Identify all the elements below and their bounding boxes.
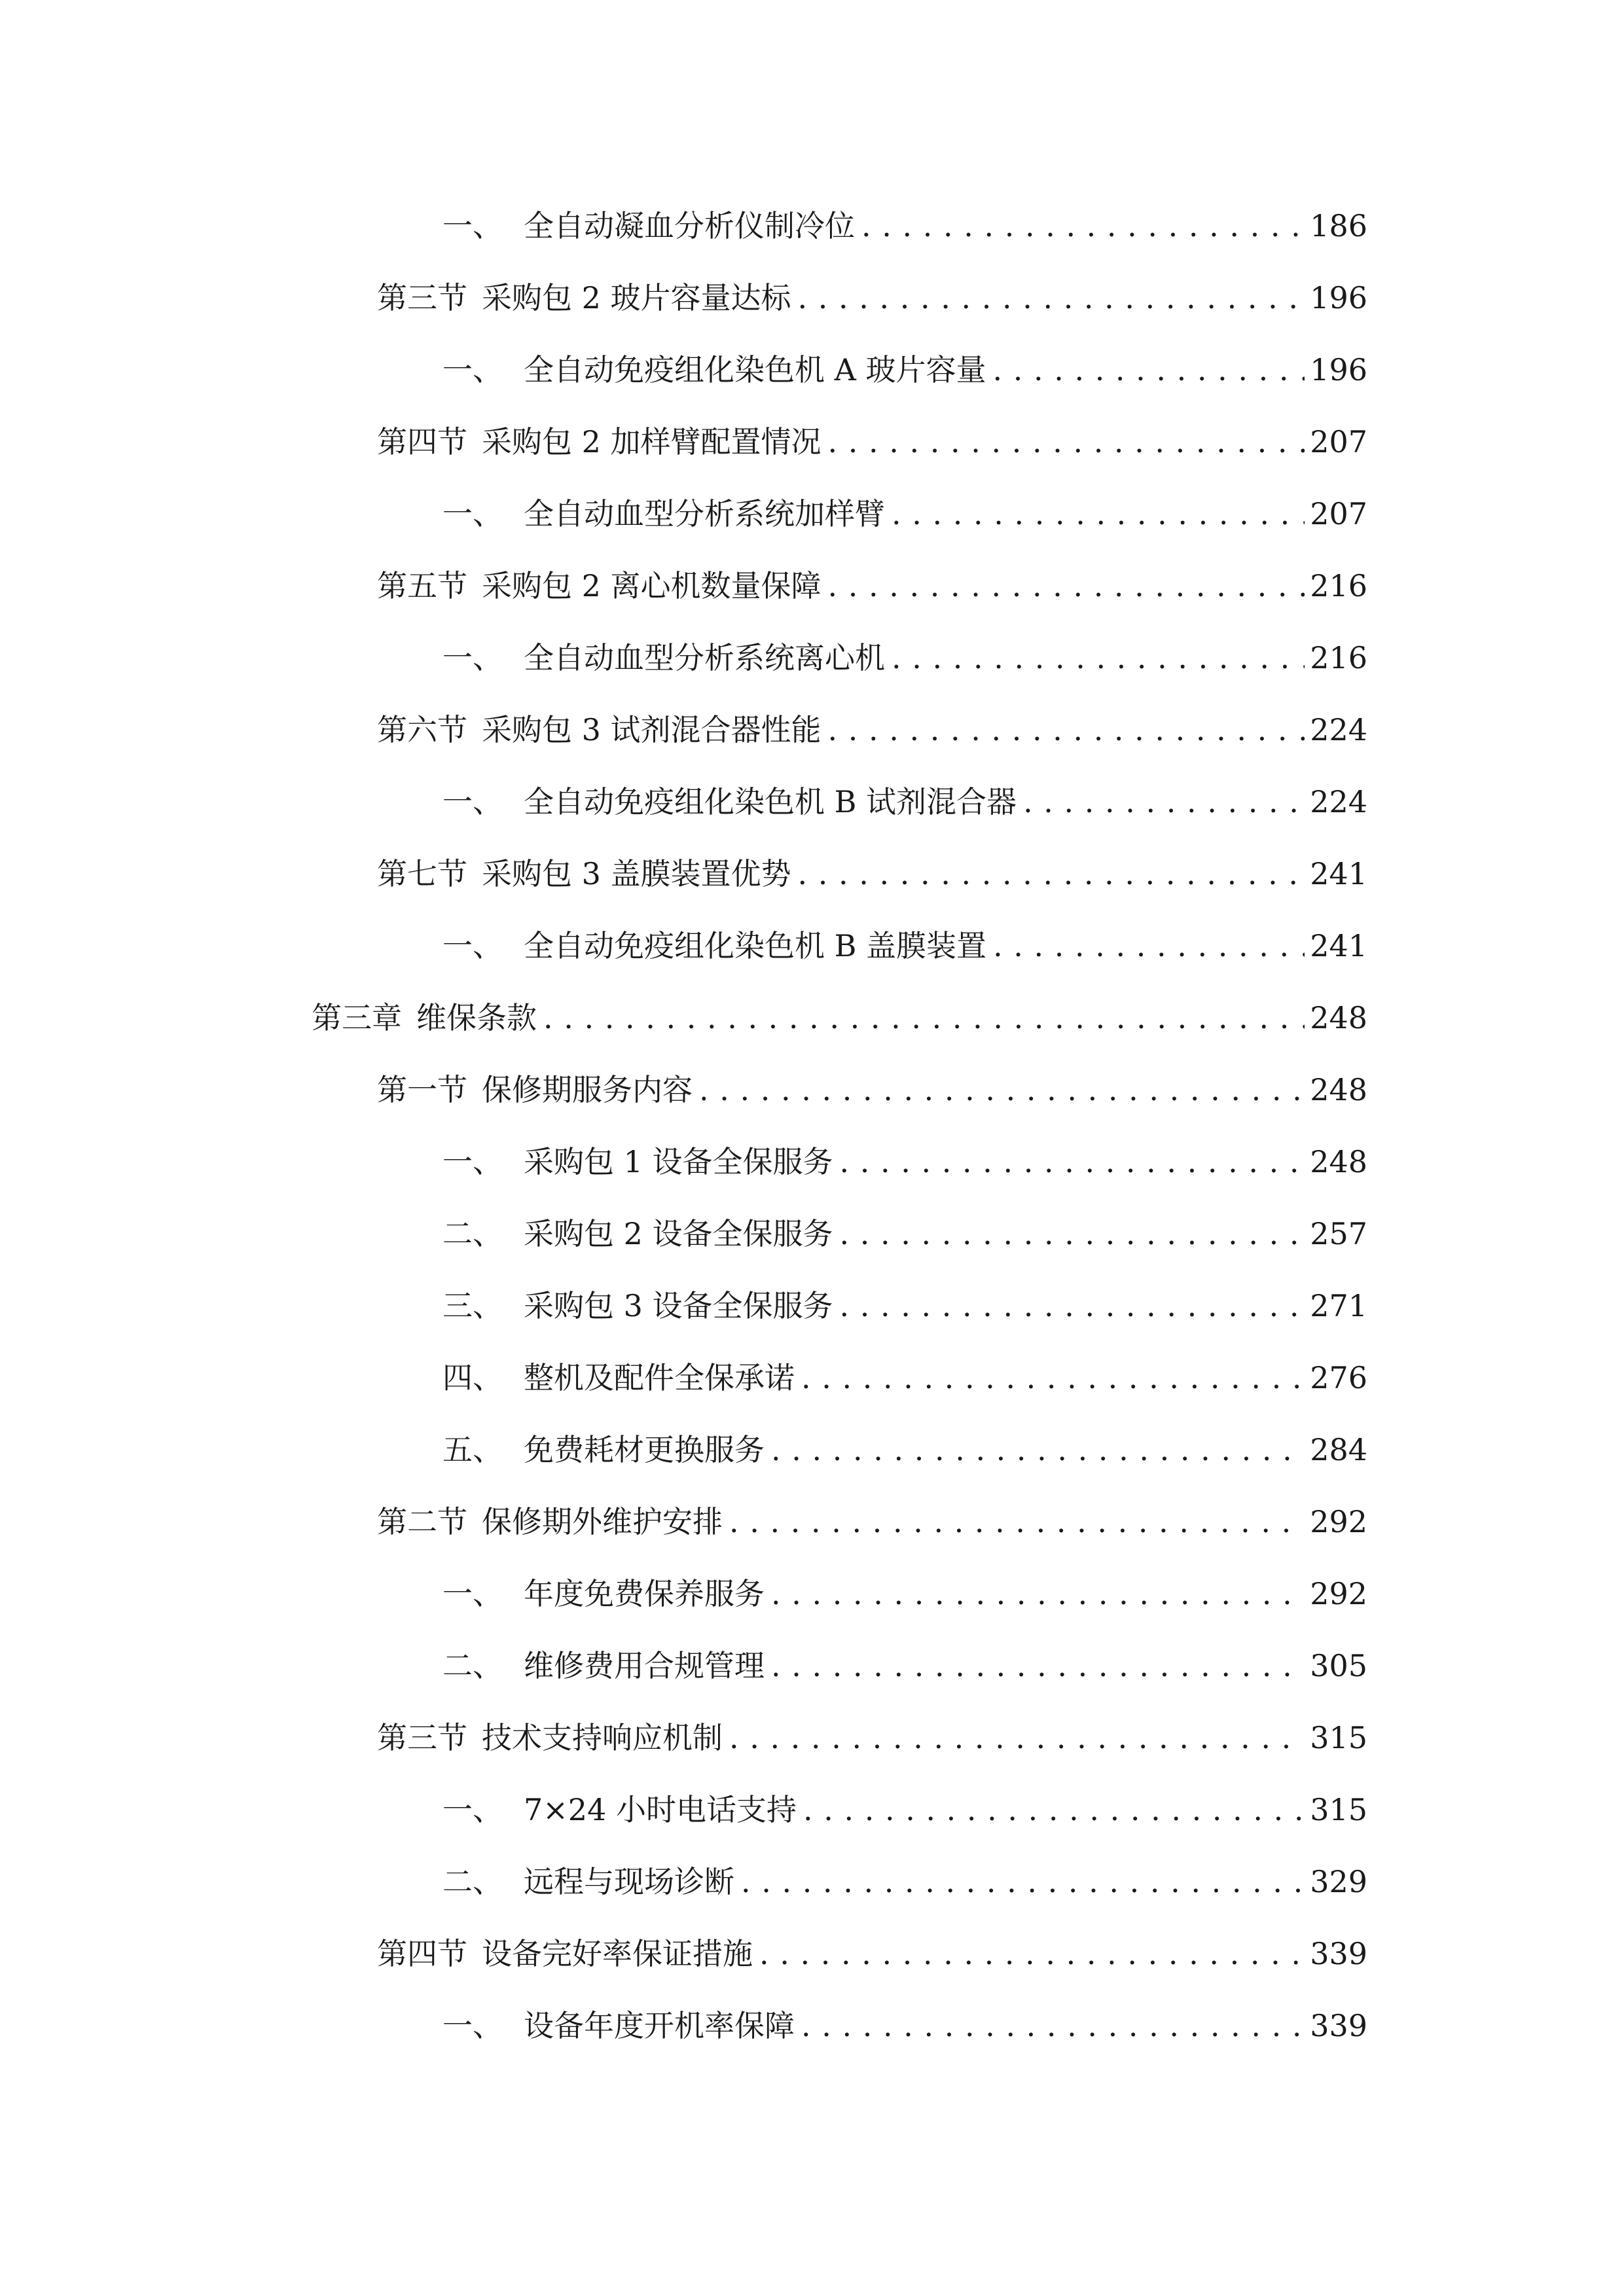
toc-entry[interactable] xyxy=(442,1859,1367,1905)
toc-entry-title: 全自动凝血分析仪制冷位 xyxy=(524,208,855,243)
dot-leader xyxy=(828,563,1305,609)
toc-entry-title: 维修费用合规管理 xyxy=(524,1648,765,1683)
toc-entry-marker: 二、 xyxy=(442,1648,503,1683)
dot-leader xyxy=(798,275,1305,321)
toc-entry[interactable] xyxy=(442,635,1367,681)
toc-entry-title: 采购包 2 设备全保服务 xyxy=(524,1216,833,1251)
toc-entry-marker: 一、 xyxy=(442,208,503,243)
toc-entry[interactable] xyxy=(377,1067,1367,1113)
toc-entry-title: 保修期服务内容 xyxy=(482,1072,693,1107)
dot-leader xyxy=(861,203,1305,249)
toc-entry[interactable] xyxy=(442,491,1367,537)
dot-leader xyxy=(801,2003,1305,2049)
toc-entry-title: 整机及配件全保承诺 xyxy=(524,1360,795,1395)
toc-entry-marker: 一、 xyxy=(442,496,503,531)
toc-entry[interactable] xyxy=(442,1787,1367,1833)
toc-entry-marker: 第三节 xyxy=(377,280,467,315)
toc-entry-marker: 第一节 xyxy=(377,1072,467,1107)
toc-entry-title: 设备完好率保证措施 xyxy=(482,1936,753,1971)
dot-leader xyxy=(741,1859,1305,1905)
toc-entry-title: 全自动免疫组化染色机 A 玻片容量 xyxy=(524,352,986,387)
dot-leader xyxy=(759,1931,1305,1977)
toc-entry-marker: 一、 xyxy=(442,1792,503,1827)
toc-entry-page: 339 xyxy=(1310,2008,1367,2043)
toc-entry-title: 维保条款 xyxy=(416,1000,537,1035)
toc-entry-marker: 第四节 xyxy=(377,424,467,459)
dot-leader xyxy=(699,1067,1305,1113)
toc-entry[interactable] xyxy=(377,1931,1367,1977)
toc-entry-marker: 第四节 xyxy=(377,1936,467,1971)
toc-entry[interactable] xyxy=(442,1139,1367,1185)
toc-entry-page: 207 xyxy=(1310,496,1367,531)
dot-leader xyxy=(840,1139,1305,1185)
toc-entry-marker: 第六节 xyxy=(377,712,467,747)
dot-leader xyxy=(801,1355,1305,1401)
toc-entry-page: 241 xyxy=(1310,856,1367,891)
dot-leader xyxy=(828,707,1305,753)
dot-leader xyxy=(892,635,1305,681)
toc-entry-page: 224 xyxy=(1310,712,1367,747)
dot-leader xyxy=(992,347,1305,393)
toc-entry[interactable] xyxy=(442,1355,1367,1401)
toc-entry[interactable] xyxy=(377,707,1367,753)
toc-entry-page: 257 xyxy=(1310,1216,1367,1251)
dot-leader xyxy=(840,1283,1305,1329)
toc-entry-marker: 一、 xyxy=(442,352,503,387)
toc-entry-page: 207 xyxy=(1310,424,1367,459)
toc-entry[interactable] xyxy=(312,995,1367,1041)
toc-entry-page: 315 xyxy=(1310,1792,1367,1827)
toc-entry-marker: 一、 xyxy=(442,928,503,963)
toc-entry-title: 免费耗材更换服务 xyxy=(524,1432,765,1467)
toc-entry-marker: 五、 xyxy=(442,1432,503,1467)
toc-entry-marker: 三、 xyxy=(442,1288,503,1323)
toc-entry-page: 248 xyxy=(1310,1072,1367,1107)
toc-entry[interactable] xyxy=(377,275,1367,321)
toc-entry-title: 设备年度开机率保障 xyxy=(524,2008,795,2043)
toc-entry-marker: 一、 xyxy=(442,640,503,675)
toc-entry-page: 329 xyxy=(1310,1864,1367,1899)
toc-entry-page: 216 xyxy=(1310,568,1367,603)
toc-entry-marker: 一、 xyxy=(442,1576,503,1611)
toc-entry-title: 采购包 3 盖膜装置优势 xyxy=(482,856,791,891)
toc-entry[interactable] xyxy=(442,1571,1367,1617)
toc-entry-title: 保修期外维护安排 xyxy=(482,1504,723,1539)
toc-entry-marker: 二、 xyxy=(442,1864,503,1899)
toc-entry-marker: 四、 xyxy=(442,1360,503,1395)
toc-entry-title: 采购包 2 加样臂配置情况 xyxy=(482,424,821,459)
toc-entry-title: 全自动免疫组化染色机 B 盖膜装置 xyxy=(524,928,987,963)
toc-entry-marker: 第三节 xyxy=(377,1720,467,1755)
toc-entry-page: 248 xyxy=(1310,1000,1367,1035)
toc-entry-page: 339 xyxy=(1310,1936,1367,1971)
toc-entry-title: 全自动血型分析系统离心机 xyxy=(524,640,885,675)
toc-entry[interactable] xyxy=(442,2003,1367,2049)
dot-leader xyxy=(1023,779,1305,825)
dot-leader xyxy=(828,419,1305,465)
dot-leader xyxy=(729,1499,1305,1545)
toc-entry-title: 7×24 小时电话支持 xyxy=(524,1792,797,1827)
dot-leader xyxy=(798,851,1305,897)
toc-entry-title: 年度免费保养服务 xyxy=(524,1576,765,1611)
toc-entry[interactable] xyxy=(377,1499,1367,1545)
toc-entry-page: 305 xyxy=(1310,1648,1367,1683)
dot-leader xyxy=(892,491,1305,537)
toc-entry-title: 采购包 3 试剂混合器性能 xyxy=(482,712,821,747)
dot-leader xyxy=(803,1787,1305,1833)
toc-entry-title: 全自动免疫组化染色机 B 试剂混合器 xyxy=(524,784,1017,819)
dot-leader xyxy=(840,1211,1305,1257)
toc-entry[interactable] xyxy=(442,923,1367,969)
toc-entry[interactable] xyxy=(442,203,1367,249)
toc-entry-page: 315 xyxy=(1310,1720,1367,1755)
toc-entry[interactable] xyxy=(442,779,1367,825)
toc-entry-marker: 一、 xyxy=(442,784,503,819)
toc-entry-marker: 二、 xyxy=(442,1216,503,1251)
toc-entry[interactable] xyxy=(442,1427,1367,1473)
toc-entry[interactable] xyxy=(377,851,1367,897)
toc-entry-title: 采购包 3 设备全保服务 xyxy=(524,1288,833,1323)
toc-entry-page: 196 xyxy=(1310,352,1367,387)
toc-entry[interactable] xyxy=(442,1643,1367,1689)
toc-entry[interactable] xyxy=(442,1283,1367,1329)
toc-entry-page: 271 xyxy=(1310,1288,1367,1323)
toc-entry-page: 196 xyxy=(1310,280,1367,315)
toc-entry-marker: 第五节 xyxy=(377,568,467,603)
toc-entry[interactable] xyxy=(377,419,1367,465)
toc-entry-page: 241 xyxy=(1310,928,1367,963)
dot-leader xyxy=(729,1715,1305,1761)
toc-entry[interactable] xyxy=(377,563,1367,609)
toc-entry-page: 284 xyxy=(1310,1432,1367,1467)
toc-entry-marker: 一、 xyxy=(442,2008,503,2043)
toc-entry[interactable] xyxy=(442,1211,1367,1257)
dot-leader xyxy=(771,1643,1305,1689)
toc-entry-title: 技术支持响应机制 xyxy=(482,1720,723,1755)
dot-leader xyxy=(771,1427,1305,1473)
toc-entry-page: 216 xyxy=(1310,640,1367,675)
toc-entry-page: 224 xyxy=(1310,784,1367,819)
toc-entry-marker: 第七节 xyxy=(377,856,467,891)
toc-entry-page: 186 xyxy=(1310,208,1367,243)
dot-leader xyxy=(543,995,1305,1041)
dot-leader xyxy=(993,923,1305,969)
toc-entry-marker: 第二节 xyxy=(377,1504,467,1539)
toc-entry-page: 292 xyxy=(1310,1576,1367,1611)
toc-entry[interactable] xyxy=(377,1715,1367,1761)
toc-entry-marker: 第三章 xyxy=(312,1000,402,1035)
toc-entry-marker: 一、 xyxy=(442,1144,503,1179)
toc-entry-page: 248 xyxy=(1310,1144,1367,1179)
toc-entry-title: 全自动血型分析系统加样臂 xyxy=(524,496,885,531)
toc-entry[interactable] xyxy=(442,347,1367,393)
toc-entry-title: 采购包 2 离心机数量保障 xyxy=(482,568,821,603)
toc-entry-title: 采购包 2 玻片容量达标 xyxy=(482,280,791,315)
toc-entry-page: 292 xyxy=(1310,1504,1367,1539)
toc-entry-title: 远程与现场诊断 xyxy=(524,1864,734,1899)
dot-leader xyxy=(771,1571,1305,1617)
toc-entry-title: 采购包 1 设备全保服务 xyxy=(524,1144,833,1179)
toc-entry-page: 276 xyxy=(1310,1360,1367,1395)
